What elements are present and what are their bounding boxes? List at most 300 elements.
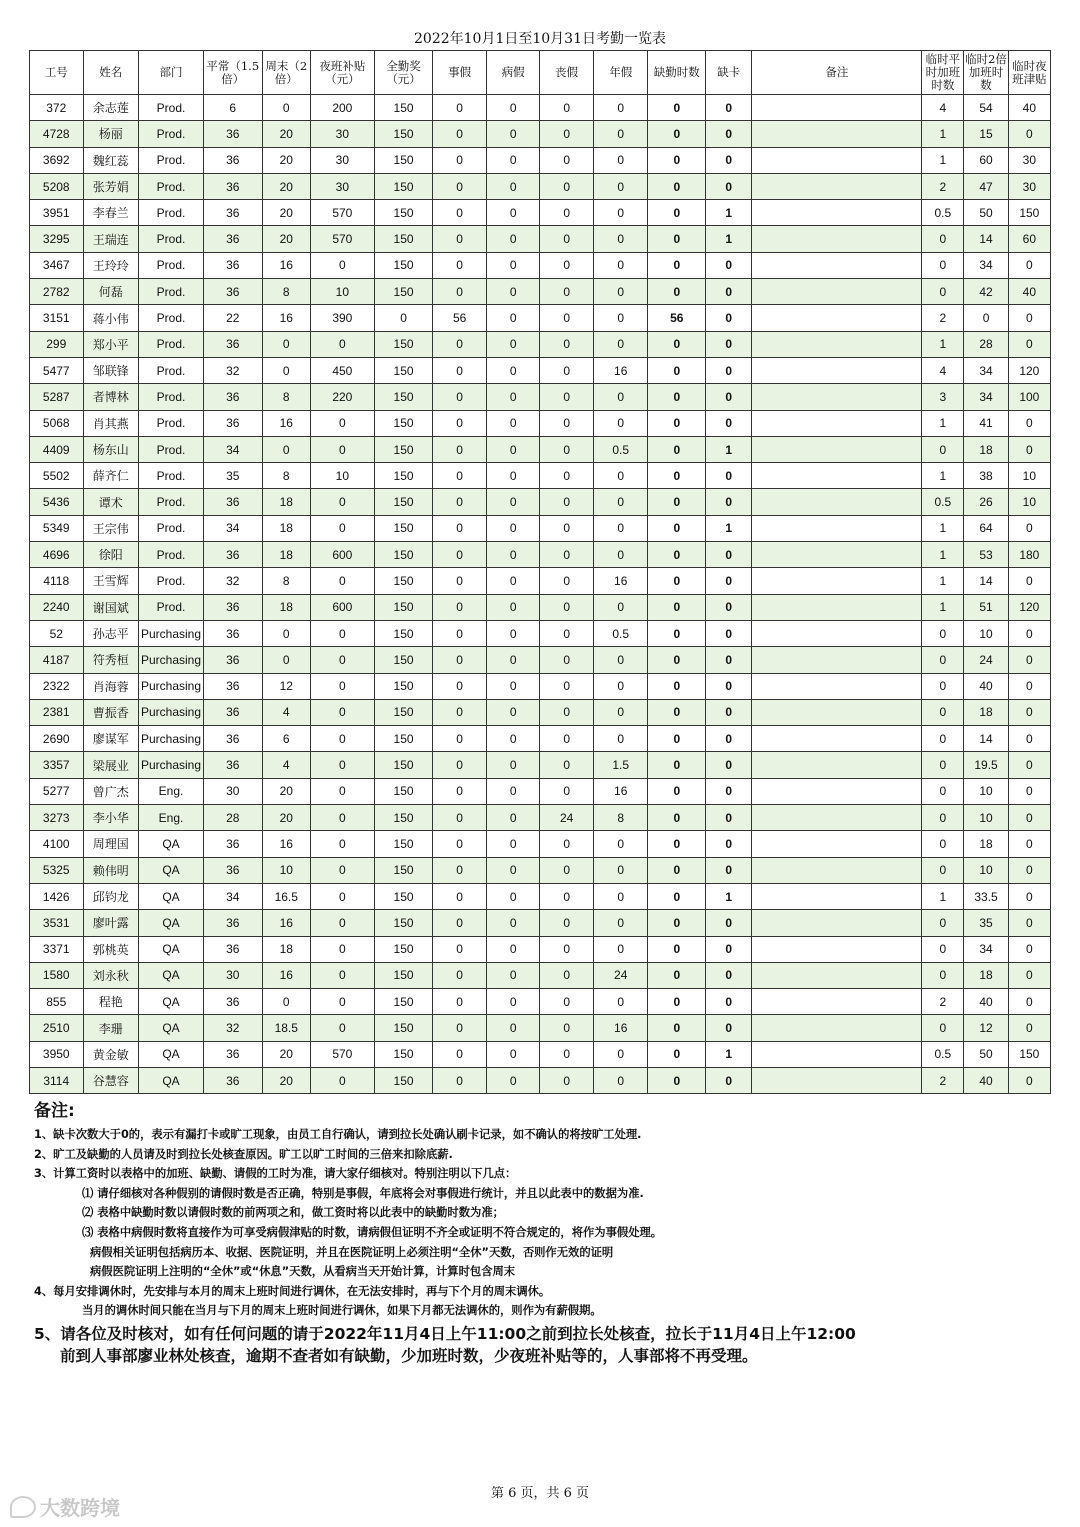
cell-absence-hours: 0 — [648, 805, 706, 831]
col-header-full-attendance: 全勤奖（元） — [374, 51, 433, 95]
cell-normal-ot: 36 — [203, 147, 262, 173]
cell-temp-normal-ot: 1 — [922, 331, 964, 357]
cell-temp-double-ot: 41 — [964, 410, 1008, 436]
cell-temp-double-ot: 28 — [964, 331, 1008, 357]
cell-absence-hours: 0 — [648, 147, 706, 173]
cell-id: 4728 — [30, 121, 84, 147]
table-row — [30, 1067, 1051, 1093]
cell-temp-night-allowance: 0 — [1008, 121, 1050, 147]
cell-id: 5436 — [30, 489, 84, 515]
cell-dept: Prod. — [139, 463, 204, 489]
cell-remarks — [752, 542, 922, 568]
cell-funeral-leave: 0 — [540, 252, 594, 278]
cell-temp-night-allowance: 0 — [1008, 778, 1050, 804]
cell-temp-double-ot: 33.5 — [964, 883, 1008, 909]
table-body — [30, 95, 1051, 1094]
cell-absence-hours: 0 — [648, 620, 706, 646]
cell-temp-double-ot: 10 — [964, 805, 1008, 831]
cell-personal-leave: 0 — [433, 331, 487, 357]
cell-night-allowance: 600 — [310, 542, 374, 568]
table-row — [30, 147, 1051, 173]
col-header-annual-leave: 年假 — [593, 51, 648, 95]
cell-sick-leave: 0 — [486, 989, 540, 1015]
cell-id: 2782 — [30, 279, 84, 305]
cell-dept: Prod. — [139, 147, 204, 173]
cell-temp-night-allowance: 120 — [1008, 357, 1050, 383]
cell-night-allowance: 0 — [310, 699, 374, 725]
cell-id: 5277 — [30, 778, 84, 804]
cell-temp-double-ot: 42 — [964, 279, 1008, 305]
col-header-temp-double-ot: 临时2倍加班时数 — [964, 51, 1008, 95]
cell-temp-normal-ot: 0 — [922, 752, 964, 778]
cell-temp-double-ot: 50 — [964, 1041, 1008, 1067]
cell-missed-punch: 0 — [706, 910, 752, 936]
cell-remarks — [752, 147, 922, 173]
cell-absence-hours: 0 — [648, 1015, 706, 1041]
cell-remarks — [752, 121, 922, 147]
cell-id: 3273 — [30, 805, 84, 831]
cell-dept: Prod. — [139, 436, 204, 462]
cell-missed-punch: 0 — [706, 463, 752, 489]
cell-remarks — [752, 515, 922, 541]
cell-id: 4187 — [30, 647, 84, 673]
col-header-name: 姓名 — [83, 51, 139, 95]
cell-full-attendance: 150 — [374, 252, 433, 278]
cell-name: 李珊 — [83, 1015, 139, 1041]
cell-weekend-ot: 18 — [262, 594, 310, 620]
cell-absence-hours: 0 — [648, 384, 706, 410]
cell-temp-normal-ot: 1 — [922, 463, 964, 489]
cell-weekend-ot: 0 — [262, 357, 310, 383]
cell-weekend-ot: 0 — [262, 95, 310, 121]
cell-temp-night-allowance: 0 — [1008, 805, 1050, 831]
cell-full-attendance: 150 — [374, 910, 433, 936]
note-line: 1、缺卡次数大于0的，表示有漏打卡或旷工现象，由员工自行确认，请到拉长处确认刷卡记录，如不确认的将按旷工处理. — [34, 1128, 642, 1141]
cell-weekend-ot: 20 — [262, 1067, 310, 1093]
cell-funeral-leave: 0 — [540, 962, 594, 988]
cell-funeral-leave: 0 — [540, 489, 594, 515]
table-row — [30, 989, 1051, 1015]
cell-missed-punch: 0 — [706, 752, 752, 778]
cell-temp-normal-ot: 4 — [922, 95, 964, 121]
cell-sick-leave: 0 — [486, 1067, 540, 1093]
cell-personal-leave: 0 — [433, 883, 487, 909]
cell-night-allowance: 0 — [310, 673, 374, 699]
cell-funeral-leave: 0 — [540, 936, 594, 962]
cell-dept: Prod. — [139, 384, 204, 410]
cell-id: 3951 — [30, 200, 84, 226]
cell-temp-double-ot: 19.5 — [964, 752, 1008, 778]
cell-absence-hours: 0 — [648, 121, 706, 147]
note-line: ⑵ 表格中缺勤时数以请假时数的前两项之和，做工资时将以此表中的缺勤时数为准； — [82, 1206, 504, 1220]
cell-id: 2381 — [30, 699, 84, 725]
cell-temp-night-allowance: 60 — [1008, 226, 1050, 252]
cell-absence-hours: 0 — [648, 883, 706, 909]
cell-id: 3692 — [30, 147, 84, 173]
cell-dept: Prod. — [139, 568, 204, 594]
cell-temp-normal-ot: 0 — [922, 1015, 964, 1041]
cell-full-attendance: 150 — [374, 357, 433, 383]
cell-dept: Prod. — [139, 594, 204, 620]
cell-weekend-ot: 20 — [262, 147, 310, 173]
cell-temp-double-ot: 34 — [964, 384, 1008, 410]
cell-absence-hours: 0 — [648, 831, 706, 857]
cell-annual-leave: 0 — [593, 173, 648, 199]
watermark-text: 大数跨境 — [40, 1496, 120, 1520]
cell-sick-leave: 0 — [486, 542, 540, 568]
cell-temp-double-ot: 34 — [964, 936, 1008, 962]
cell-annual-leave: 1.5 — [593, 752, 648, 778]
cell-night-allowance: 30 — [310, 173, 374, 199]
cell-normal-ot: 36 — [203, 936, 262, 962]
cell-sick-leave: 0 — [486, 726, 540, 752]
cell-funeral-leave: 0 — [540, 305, 594, 331]
cell-normal-ot: 28 — [203, 805, 262, 831]
cell-dept: QA — [139, 1015, 204, 1041]
cell-dept: Purchasing — [139, 699, 204, 725]
cell-personal-leave: 0 — [433, 95, 487, 121]
cell-weekend-ot: 0 — [262, 620, 310, 646]
notes-section — [34, 1096, 1044, 1367]
cell-temp-normal-ot: 0 — [922, 726, 964, 752]
cell-annual-leave: 24 — [593, 962, 648, 988]
cell-night-allowance: 0 — [310, 778, 374, 804]
cell-funeral-leave: 0 — [540, 699, 594, 725]
cell-night-allowance: 0 — [310, 620, 374, 646]
cell-personal-leave: 0 — [433, 121, 487, 147]
cell-name: 者博林 — [83, 384, 139, 410]
cell-id: 855 — [30, 989, 84, 1015]
table-row — [30, 542, 1051, 568]
cell-night-allowance: 0 — [310, 936, 374, 962]
cell-temp-normal-ot: 1 — [922, 542, 964, 568]
table-row — [30, 173, 1051, 199]
cell-weekend-ot: 0 — [262, 647, 310, 673]
cell-sick-leave: 0 — [486, 436, 540, 462]
cell-name: 邹联锋 — [83, 357, 139, 383]
cell-remarks — [752, 936, 922, 962]
cell-temp-night-allowance: 0 — [1008, 331, 1050, 357]
cell-normal-ot: 36 — [203, 831, 262, 857]
cell-remarks — [752, 173, 922, 199]
cell-remarks — [752, 1015, 922, 1041]
cell-dept: Prod. — [139, 200, 204, 226]
cell-remarks — [752, 384, 922, 410]
cell-id: 299 — [30, 331, 84, 357]
cell-dept: Purchasing — [139, 726, 204, 752]
cell-remarks — [752, 279, 922, 305]
cell-full-attendance: 150 — [374, 173, 433, 199]
cell-temp-normal-ot: 0 — [922, 805, 964, 831]
cell-night-allowance: 0 — [310, 989, 374, 1015]
cell-remarks — [752, 831, 922, 857]
cell-temp-double-ot: 10 — [964, 778, 1008, 804]
cell-personal-leave: 0 — [433, 673, 487, 699]
cell-night-allowance: 0 — [310, 436, 374, 462]
cell-temp-night-allowance: 30 — [1008, 173, 1050, 199]
col-header-id: 工号 — [30, 51, 84, 95]
cell-name: 邱钧龙 — [83, 883, 139, 909]
cell-remarks — [752, 1067, 922, 1093]
cell-id: 3357 — [30, 752, 84, 778]
cell-personal-leave: 0 — [433, 620, 487, 646]
cell-temp-double-ot: 53 — [964, 542, 1008, 568]
cell-weekend-ot: 16 — [262, 252, 310, 278]
cell-remarks — [752, 252, 922, 278]
cell-sick-leave: 0 — [486, 121, 540, 147]
cell-absence-hours: 0 — [648, 647, 706, 673]
cell-funeral-leave: 0 — [540, 910, 594, 936]
cell-weekend-ot: 20 — [262, 778, 310, 804]
cell-normal-ot: 34 — [203, 883, 262, 909]
cell-temp-double-ot: 12 — [964, 1015, 1008, 1041]
cell-weekend-ot: 0 — [262, 331, 310, 357]
cell-annual-leave: 0 — [593, 384, 648, 410]
cell-sick-leave: 0 — [486, 883, 540, 909]
cell-night-allowance: 0 — [310, 410, 374, 436]
cell-missed-punch: 1 — [706, 200, 752, 226]
cell-full-attendance: 150 — [374, 1067, 433, 1093]
cell-temp-double-ot: 18 — [964, 436, 1008, 462]
cell-dept: Prod. — [139, 173, 204, 199]
cell-weekend-ot: 16 — [262, 305, 310, 331]
cell-annual-leave: 0 — [593, 989, 648, 1015]
cell-missed-punch: 0 — [706, 357, 752, 383]
cell-id: 1426 — [30, 883, 84, 909]
cell-personal-leave: 0 — [433, 279, 487, 305]
cell-personal-leave: 0 — [433, 200, 487, 226]
cell-annual-leave: 0 — [593, 95, 648, 121]
cell-temp-night-allowance: 30 — [1008, 147, 1050, 173]
cell-normal-ot: 36 — [203, 384, 262, 410]
cell-funeral-leave: 0 — [540, 436, 594, 462]
cell-weekend-ot: 4 — [262, 699, 310, 725]
cell-normal-ot: 36 — [203, 226, 262, 252]
note-line: 3、计算工资时以表格中的加班、缺勤、请假的工时为准，请大家仔细核对。特别注明以下几点： — [34, 1167, 517, 1181]
cell-normal-ot: 6 — [203, 95, 262, 121]
cell-annual-leave: 0 — [593, 647, 648, 673]
cell-night-allowance: 10 — [310, 463, 374, 489]
cell-night-allowance: 0 — [310, 331, 374, 357]
table-row — [30, 568, 1051, 594]
cell-personal-leave: 0 — [433, 778, 487, 804]
cell-personal-leave: 0 — [433, 489, 487, 515]
cell-dept: QA — [139, 962, 204, 988]
cell-absence-hours: 0 — [648, 515, 706, 541]
cell-annual-leave: 0 — [593, 857, 648, 883]
cell-missed-punch: 0 — [706, 647, 752, 673]
table-row — [30, 489, 1051, 515]
cell-sick-leave: 0 — [486, 200, 540, 226]
cell-weekend-ot: 8 — [262, 568, 310, 594]
cell-funeral-leave: 0 — [540, 1041, 594, 1067]
cell-sick-leave: 0 — [486, 1015, 540, 1041]
cell-absence-hours: 0 — [648, 778, 706, 804]
cell-personal-leave: 0 — [433, 515, 487, 541]
cell-normal-ot: 36 — [203, 857, 262, 883]
cell-funeral-leave: 0 — [540, 778, 594, 804]
cell-funeral-leave: 0 — [540, 200, 594, 226]
cell-weekend-ot: 10 — [262, 857, 310, 883]
cell-sick-leave: 0 — [486, 305, 540, 331]
cell-full-attendance: 150 — [374, 620, 433, 646]
cell-temp-night-allowance: 0 — [1008, 568, 1050, 594]
col-header-missed-punch: 缺卡 — [706, 51, 752, 95]
cell-absence-hours: 0 — [648, 357, 706, 383]
cell-temp-normal-ot: 0 — [922, 279, 964, 305]
cell-temp-night-allowance: 0 — [1008, 726, 1050, 752]
col-header-dept: 部门 — [139, 51, 204, 95]
cell-weekend-ot: 20 — [262, 805, 310, 831]
cell-weekend-ot: 18 — [262, 542, 310, 568]
cell-temp-night-allowance: 0 — [1008, 857, 1050, 883]
cell-temp-night-allowance: 0 — [1008, 1015, 1050, 1041]
table-row — [30, 95, 1051, 121]
cell-full-attendance: 150 — [374, 121, 433, 147]
cell-annual-leave: 0 — [593, 200, 648, 226]
cell-name: 王宗伟 — [83, 515, 139, 541]
col-header-funeral-leave: 丧假 — [540, 51, 594, 95]
col-header-normal-ot: 平常（1.5倍） — [203, 51, 262, 95]
cell-normal-ot: 34 — [203, 436, 262, 462]
cell-id: 5287 — [30, 384, 84, 410]
cell-normal-ot: 36 — [203, 752, 262, 778]
cell-id: 3371 — [30, 936, 84, 962]
cell-temp-double-ot: 50 — [964, 200, 1008, 226]
table-row — [30, 962, 1051, 988]
cell-annual-leave: 0 — [593, 279, 648, 305]
cell-missed-punch: 0 — [706, 252, 752, 278]
cell-personal-leave: 0 — [433, 910, 487, 936]
cell-temp-normal-ot: 0 — [922, 252, 964, 278]
cell-id: 5502 — [30, 463, 84, 489]
cell-absence-hours: 0 — [648, 410, 706, 436]
cell-night-allowance: 390 — [310, 305, 374, 331]
note-line: 当月的调休时间只能在当月与下月的周末上班时间进行调休，如果下月都无法调休的，则作为有薪假期。 — [82, 1304, 602, 1318]
col-header-remarks: 备注 — [752, 51, 922, 95]
page-title: 2022年10月1日至10月31日考勤一览表 — [414, 31, 666, 47]
cell-temp-night-allowance: 150 — [1008, 200, 1050, 226]
cell-absence-hours: 0 — [648, 673, 706, 699]
cell-funeral-leave: 0 — [540, 857, 594, 883]
cell-id: 3295 — [30, 226, 84, 252]
cell-temp-double-ot: 18 — [964, 962, 1008, 988]
cell-dept: QA — [139, 1067, 204, 1093]
cell-normal-ot: 36 — [203, 647, 262, 673]
cell-temp-double-ot: 10 — [964, 620, 1008, 646]
note-line: 5、请各位及时核对，如有任何问题的请于2022年11月4日上午11:00之前到拉长处核查，拉长于11月4日上午12:00 — [34, 1324, 856, 1343]
cell-missed-punch: 0 — [706, 1015, 752, 1041]
cell-annual-leave: 0 — [593, 936, 648, 962]
cell-full-attendance: 150 — [374, 568, 433, 594]
note-line: 前到人事部廖业林处核查，逾期不查者如有缺勤，少加班时数，少夜班补贴等的，人事部将不再受理。 — [60, 1346, 758, 1365]
cell-normal-ot: 34 — [203, 515, 262, 541]
cell-night-allowance: 220 — [310, 384, 374, 410]
cell-sick-leave: 0 — [486, 962, 540, 988]
cell-personal-leave: 0 — [433, 699, 487, 725]
note-line: 2、旷工及缺勤的人员请及时到拉长处核查原因。旷工以旷工时间的三倍来扣除底薪. — [34, 1147, 453, 1161]
cell-absence-hours: 0 — [648, 1041, 706, 1067]
cell-name: 赖伟明 — [83, 857, 139, 883]
cell-funeral-leave: 0 — [540, 279, 594, 305]
cell-annual-leave: 0 — [593, 489, 648, 515]
cell-temp-night-allowance: 0 — [1008, 936, 1050, 962]
cell-temp-normal-ot: 0 — [922, 673, 964, 699]
cell-funeral-leave: 0 — [540, 620, 594, 646]
cell-temp-night-allowance: 0 — [1008, 831, 1050, 857]
cell-funeral-leave: 0 — [540, 673, 594, 699]
notes-list — [34, 1125, 1044, 1367]
cell-name: 孙志平 — [83, 620, 139, 646]
cell-missed-punch: 0 — [706, 568, 752, 594]
cell-weekend-ot: 18 — [262, 515, 310, 541]
cell-dept: QA — [139, 989, 204, 1015]
cell-temp-double-ot: 64 — [964, 515, 1008, 541]
cell-dept: Prod. — [139, 95, 204, 121]
cell-full-attendance: 150 — [374, 936, 433, 962]
cell-sick-leave: 0 — [486, 226, 540, 252]
cell-temp-normal-ot: 2 — [922, 1067, 964, 1093]
cell-temp-double-ot: 0 — [964, 305, 1008, 331]
cell-sick-leave: 0 — [486, 95, 540, 121]
cell-absence-hours: 0 — [648, 489, 706, 515]
cell-temp-night-allowance: 40 — [1008, 95, 1050, 121]
table-row — [30, 252, 1051, 278]
cell-absence-hours: 0 — [648, 1067, 706, 1093]
cell-remarks — [752, 305, 922, 331]
cell-full-attendance: 150 — [374, 200, 433, 226]
cell-remarks — [752, 95, 922, 121]
cell-temp-double-ot: 40 — [964, 989, 1008, 1015]
cell-remarks — [752, 594, 922, 620]
cell-name: 黄金敏 — [83, 1041, 139, 1067]
cell-dept: QA — [139, 883, 204, 909]
cell-full-attendance: 150 — [374, 515, 433, 541]
table-row — [30, 357, 1051, 383]
cell-night-allowance: 30 — [310, 147, 374, 173]
cell-missed-punch: 0 — [706, 936, 752, 962]
cell-annual-leave: 0 — [593, 673, 648, 699]
cell-funeral-leave: 24 — [540, 805, 594, 831]
cell-temp-night-allowance: 10 — [1008, 463, 1050, 489]
cell-annual-leave: 0 — [593, 1041, 648, 1067]
cell-normal-ot: 36 — [203, 1041, 262, 1067]
cell-annual-leave: 16 — [593, 1015, 648, 1041]
cell-annual-leave: 0 — [593, 410, 648, 436]
table-row — [30, 673, 1051, 699]
cell-temp-normal-ot: 0 — [922, 936, 964, 962]
cell-remarks — [752, 489, 922, 515]
cell-dept: Prod. — [139, 279, 204, 305]
cell-personal-leave: 0 — [433, 1015, 487, 1041]
cell-weekend-ot: 6 — [262, 726, 310, 752]
cell-missed-punch: 0 — [706, 962, 752, 988]
cell-funeral-leave: 0 — [540, 121, 594, 147]
cell-weekend-ot: 4 — [262, 752, 310, 778]
cell-full-attendance: 150 — [374, 95, 433, 121]
cell-temp-double-ot: 40 — [964, 673, 1008, 699]
cell-annual-leave: 0 — [593, 305, 648, 331]
note-line: 4、每月安排调休时，先安排与本月的周末上班时间进行调休，在无法安排时，再与下个月的周末调休。 — [34, 1284, 551, 1298]
cell-full-attendance: 150 — [374, 331, 433, 357]
cell-full-attendance: 0 — [374, 305, 433, 331]
col-header-temp-normal-ot: 临时平时加班时数 — [922, 51, 964, 95]
table-row — [30, 515, 1051, 541]
cell-temp-normal-ot: 0.5 — [922, 200, 964, 226]
cell-missed-punch: 0 — [706, 95, 752, 121]
cell-normal-ot: 36 — [203, 542, 262, 568]
cell-full-attendance: 150 — [374, 883, 433, 909]
